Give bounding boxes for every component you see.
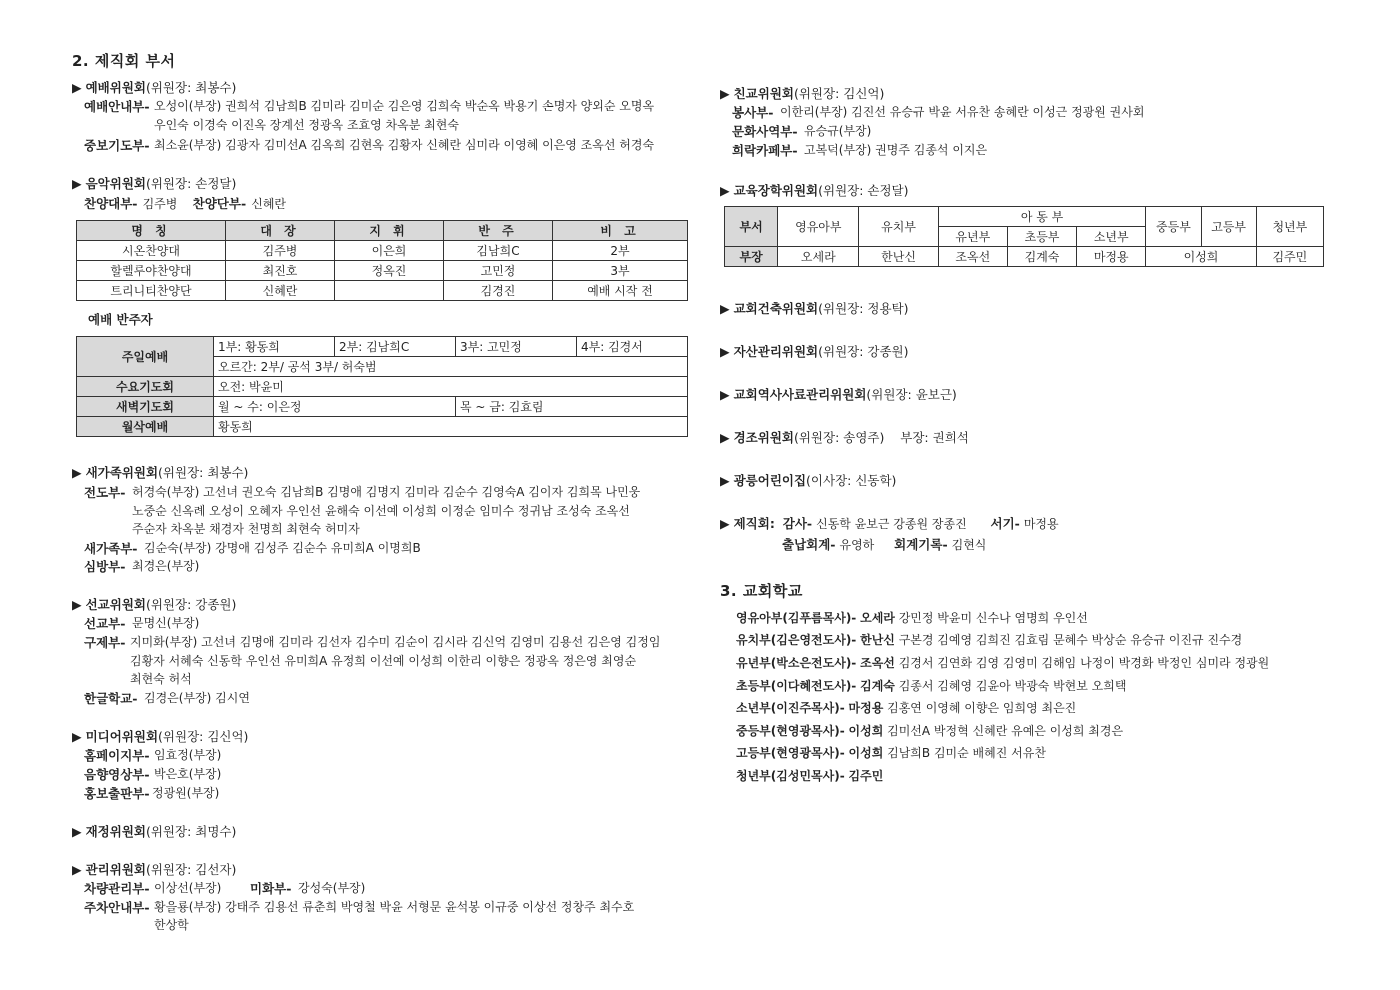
table-cell: 초등부: [1007, 227, 1076, 247]
committee-head: (위원장: 최명수): [145, 824, 237, 839]
committee-name: 재정위원회: [85, 824, 146, 839]
dept-label: 심방부-: [84, 559, 126, 574]
row-label: 새벽기도회: [77, 397, 214, 417]
dept-label: 찬양대부-: [84, 196, 138, 211]
table-cell: 유치부: [859, 207, 938, 247]
row-label: 월삭예배: [77, 417, 214, 437]
dept-label: 한글학교-: [84, 691, 138, 706]
treasurer-name: 유영하: [839, 538, 875, 552]
dept-members: 오성이(부장) 권희석 김남희B 김미라 김미순 김은영 김희숙 박순옥 박용기 손명자 양외순 오명옥: [154, 99, 655, 113]
dept-members: 황을룡(부장) 강태주 김용선 류춘희 박영철 박윤 서형문 윤석봉 이규중 이상선 정창주 최수호: [154, 900, 635, 914]
table-cell: 예배 시작 전: [553, 281, 688, 301]
committee-name: 음악위원회: [85, 176, 146, 191]
auditor-names: 신동학 윤보근 강종원 장종진: [816, 517, 967, 531]
choir-line: [84, 193, 286, 212]
dept-members: 이한리(부장) 김진선 유승규 박윤 서유찬 송혜란 이성근 정광원 권사회: [780, 105, 1145, 119]
table-cell: 오세라: [778, 247, 859, 267]
school-item: [736, 654, 1269, 671]
committee-head: (위원장: 김신억): [158, 729, 249, 744]
table-cell: 소년부: [1077, 227, 1146, 247]
table-header: 지 휘: [335, 221, 444, 241]
committee-education: ▶ 교육장학위원회(위원장: 손정달): [720, 183, 909, 198]
school-item-label: 고등부(현영광목사)-: [736, 746, 845, 760]
school-item-head: 한난신: [860, 633, 895, 647]
committee-name: 예배위원회: [85, 80, 146, 95]
school-item-members: 김경서 김연화 김영 김영미 김해임 나정이 박경화 박정인 심미라 정광원: [898, 656, 1270, 670]
committee-name: 교회건축위원회: [733, 301, 819, 316]
section-title-council: 2. 제직회 부서: [72, 52, 176, 70]
table-cell: 유년부: [938, 227, 1007, 247]
table-cell: 오르간: 2부/ 공석 3부/ 허숙범: [214, 357, 688, 377]
committee-name: 경조위원회: [733, 430, 794, 445]
committee-asset: ▶ 자산관리위원회(위원장: 강종원): [720, 344, 909, 359]
table-header: 대 장: [226, 221, 335, 241]
committee-name: 선교위원회: [85, 597, 146, 612]
committee-head: (위원장: 강종원): [818, 344, 909, 359]
school-item-head: 오세라: [860, 611, 895, 625]
table-cell: 김남희C: [444, 241, 553, 261]
school-item-label: 영유아부(김푸름목사)-: [736, 611, 857, 625]
dept-members: 최현숙 허석: [130, 672, 192, 686]
dept-label: 홍보출판부-: [84, 786, 150, 801]
school-item-label: 소년부(이진주목사)-: [736, 701, 845, 715]
table-header: 반 주: [444, 221, 553, 241]
table-cell: 월 ~ 수: 이은정: [214, 397, 456, 417]
table-cell: 김주민: [1256, 247, 1323, 267]
committee-fellowship: ▶ 친교위원회(위원장: 김신억): [720, 86, 885, 101]
dept-members: 고복덕(부장) 권명주 김종석 이지은: [804, 143, 988, 157]
table-cell: 중등부: [1146, 207, 1201, 247]
committee-name: 자산관리위원회: [733, 344, 819, 359]
dept-label: 미화부-: [250, 881, 292, 896]
school-item-members: 강민정 박윤미 신수나 염명희 우인선: [898, 611, 1088, 625]
school-item-label: 중등부(현영광목사)-: [736, 724, 845, 738]
dept-members: 우인숙 이경숙 이진옥 장계선 정광옥 조효영 차옥분 최현숙: [154, 118, 459, 132]
dept-label: 선교부-: [84, 616, 126, 631]
school-item-head: 김계숙: [860, 679, 895, 693]
dept-members: 임효정(부장): [154, 748, 222, 762]
committee-head: (위원장: 윤보근): [866, 387, 957, 402]
dept-members: 김황자 서혜숙 신동학 우인선 유미희A 유정희 이선예 이성희 이한리 이향은 정광옥 정은영 최영순: [130, 654, 637, 668]
dept-label: 구제부-: [84, 635, 126, 650]
dept-label: 새가족부-: [84, 541, 138, 556]
table-cell: 황동희: [214, 417, 688, 437]
table-cell: 마정용: [1077, 247, 1146, 267]
choir-table: [76, 220, 688, 301]
school-item: [736, 699, 1076, 716]
committee-music: ▶ 음악위원회(위원장: 손정달): [72, 176, 237, 191]
table-cell: 1부: 황동희: [214, 337, 335, 357]
school-item-head: 마정용: [848, 701, 884, 715]
secretary-name: 마정용: [1023, 517, 1059, 531]
school-item-members: 구본경 김예영 김희진 김효림 문혜수 박상순 유승규 이진규 진수경: [898, 633, 1243, 647]
committee-mission: ▶ 선교위원회(위원장: 강종원): [72, 597, 237, 612]
table-cell: 고등부: [1201, 207, 1256, 247]
committee-manager: 부장: 권희석: [900, 430, 969, 445]
table-group-header: 아 동 부: [938, 207, 1146, 227]
dept-members: 최소윤(부장) 김광자 김미선A 김옥희 김현옥 김황자 신혜란 심미라 이영혜 이은영 조옥선 허경숙: [154, 138, 655, 152]
table-cell: 김경진: [444, 281, 553, 301]
committee-head: (이사장: 신동학): [806, 473, 897, 488]
committee-head: (위원장: 최봉수): [158, 465, 249, 480]
council-officers: ▶ 제직회: 감사- 신동학 윤보근 강종원 장종진 서기- 마정용: [720, 516, 1059, 531]
school-item: [736, 677, 1126, 694]
committee-head: (위원장: 정용탁): [818, 301, 909, 316]
table-cell: 김계숙: [1007, 247, 1076, 267]
education-table: [724, 206, 1324, 267]
dept-label: 예배안내부-: [84, 99, 150, 114]
dept-members: 유승규(부장): [804, 124, 872, 138]
committee-daycare: ▶ 광릉어린이집(이사장: 신동학): [720, 473, 897, 488]
dept-members: 김경은(부장) 김시연: [144, 691, 250, 705]
table-cell: 2부: 김남희C: [335, 337, 456, 357]
school-item-members: 김남희B 김미순 배혜진 서유찬: [887, 746, 1046, 760]
school-item-members: 김종서 김혜영 김윤아 박광숙 박현보 오희택: [898, 679, 1127, 693]
auditor-label: 감사-: [782, 516, 813, 531]
accounting-name: 김현식: [951, 538, 987, 552]
school-item-head: 이성희: [848, 746, 884, 760]
table-cell: 고민정: [444, 261, 553, 281]
table-cell: 영유아부: [778, 207, 859, 247]
dept-members: 김주병: [142, 197, 178, 211]
table-cell: 시온찬양대: [77, 241, 226, 261]
committee-name: 교회역사사료관리위원회: [733, 387, 867, 402]
dept-label: 찬양단부-: [192, 196, 247, 211]
table-cell: 이성희: [1146, 247, 1256, 267]
secretary-label: 서기-: [990, 516, 1020, 531]
accompanist-table: [76, 336, 688, 437]
table-cell: 3부: 고민정: [456, 337, 577, 357]
school-item: [736, 744, 1046, 761]
table-cell: [335, 281, 444, 301]
committee-newfamily: ▶ 새가족위원회(위원장: 최봉수): [72, 465, 249, 480]
treasurer-label: 출납회계-: [782, 537, 836, 552]
table-header: 명 칭: [77, 221, 226, 241]
school-item-head: 이성희: [848, 724, 884, 738]
table-cell: 목 ~ 금: 김효림: [456, 397, 688, 417]
dept-members: 주순자 차옥분 채경자 천명희 최현숙 허미자: [132, 522, 360, 536]
committee-head: (위원장: 강종원): [145, 597, 237, 612]
dept-members: 노중순 신옥례 오성이 오혜자 우인선 윤해숙 이선예 이성희 이정순 임미수 정귀남 조성숙 조옥선: [132, 504, 630, 518]
dept-members: 정광원(부장): [152, 786, 220, 800]
table-cell: 할렐루야찬양대: [77, 261, 226, 281]
committee-name: 관리위원회: [85, 862, 146, 877]
committee-name: 교육장학위원회: [733, 183, 819, 198]
committee-name: 친교위원회: [733, 86, 794, 101]
accounting-label: 회계기록-: [894, 537, 948, 552]
dept-members: 허경숙(부장) 고선녀 권오숙 김남희B 김명애 김명지 김미라 김순수 김영숙A 김이자 김희목 나민웅: [132, 485, 641, 499]
committee-head: (위원장: 김선자): [145, 862, 237, 877]
table-cell: 최진호: [226, 261, 335, 281]
dept-members: 문명신(부장): [132, 616, 200, 630]
table-cell: 4부: 김경서: [577, 337, 688, 357]
dept-members: 이상선(부장): [154, 881, 222, 895]
table-cell: 2부: [553, 241, 688, 261]
school-item-head: 조옥선: [860, 656, 895, 670]
council-treasury: [782, 535, 986, 553]
table-cell: 이은희: [335, 241, 444, 261]
school-item: [736, 722, 1123, 739]
committee-finance: ▶ 재정위원회(위원장: 최명수): [72, 824, 237, 839]
committee-name: 미디어위원회: [85, 729, 159, 744]
table-cell: 청년부: [1256, 207, 1323, 247]
school-item: [736, 767, 883, 784]
dept-members: 최경은(부장): [132, 559, 200, 573]
section-title-school: 3. 교회학교: [720, 582, 803, 600]
dept-label: 주차안내부-: [84, 900, 150, 915]
dept-members: 한상학: [154, 918, 189, 932]
dept-members: 지미화(부장) 고선녀 김명애 김미라 김선자 김수미 김순이 김시라 김신억 김영미 김용선 김은영 김정임: [130, 635, 661, 649]
table-cell: 김주병: [226, 241, 335, 261]
table-cell: 신혜란: [226, 281, 335, 301]
dept-label: 차량관리부-: [84, 881, 150, 896]
committee-building: ▶ 교회건축위원회(위원장: 정용탁): [720, 301, 909, 316]
table-cell: 3부: [553, 261, 688, 281]
committee-head: (위원장: 송영주): [793, 430, 885, 445]
dept-label: 문화사역부-: [732, 124, 798, 139]
committee-management: ▶ 관리위원회(위원장: 김선자): [72, 862, 237, 877]
dept-members: 박은호(부장): [154, 767, 222, 781]
school-item-label: 초등부(이다혜전도사)-: [736, 679, 857, 693]
row-label: 수요기도회: [77, 377, 214, 397]
school-item-members: 김홍연 이영혜 이향은 임희영 최은진: [887, 701, 1077, 715]
dept-label: 음향영상부-: [84, 767, 150, 782]
table-cell: 한난신: [859, 247, 938, 267]
committee-head: (위원장: 손정달): [818, 183, 909, 198]
table-header: 비 고: [553, 221, 688, 241]
committee-media: ▶ 미디어위원회(위원장: 김신억): [72, 729, 249, 744]
accompanist-title: 예배 반주자: [88, 312, 153, 327]
school-item-head: 김주민: [848, 769, 884, 783]
dept-members: 김순숙(부장) 강명애 김성주 김순수 유미희A 이명희B: [144, 541, 421, 555]
committee-worship: ▶ 예배위원회(위원장: 최봉수): [72, 80, 237, 95]
row-label: 부장: [725, 247, 778, 267]
dept-label: 희락카페부-: [732, 143, 798, 158]
dept-label: 홈페이지부-: [84, 748, 150, 763]
dept-members: 강성숙(부장): [298, 881, 366, 895]
dept-label: 전도부-: [84, 485, 126, 500]
dept-label: 중보기도부-: [84, 138, 150, 153]
council-label: 제직회:: [733, 516, 775, 531]
committee-head: (위원장: 손정달): [145, 176, 237, 191]
committee-head: (위원장: 김신억): [793, 86, 885, 101]
committee-head: (위원장: 최봉수): [145, 80, 237, 95]
school-item: [736, 609, 1088, 626]
dept-members: 신혜란: [251, 197, 287, 211]
committee-name: 광릉어린이집: [733, 473, 807, 488]
row-label: 부서: [725, 207, 778, 247]
table-cell: 정옥진: [335, 261, 444, 281]
table-cell: 조옥선: [938, 247, 1007, 267]
committee-condolence: ▶ 경조위원회(위원장: 송영주) 부장: 권희석: [720, 430, 969, 445]
committee-name: 새가족위원회: [85, 465, 159, 480]
table-cell: 오전: 박윤미: [214, 377, 688, 397]
table-cell: 트리니티찬양단: [77, 281, 226, 301]
school-item: [736, 631, 1242, 648]
row-label: 주일예배: [77, 337, 214, 377]
committee-history: ▶ 교회역사사료관리위원회(위원장: 윤보근): [720, 387, 957, 402]
school-item-label: 유치부(김은영전도사)-: [736, 633, 857, 647]
school-item-label: 유년부(박소은전도사)-: [736, 656, 857, 670]
school-item-members: 김미선A 박정혁 신혜란 유예은 이성희 최경은: [887, 724, 1124, 738]
school-item-label: 청년부(김성민목사)-: [736, 769, 845, 783]
dept-label: 봉사부-: [732, 105, 774, 120]
